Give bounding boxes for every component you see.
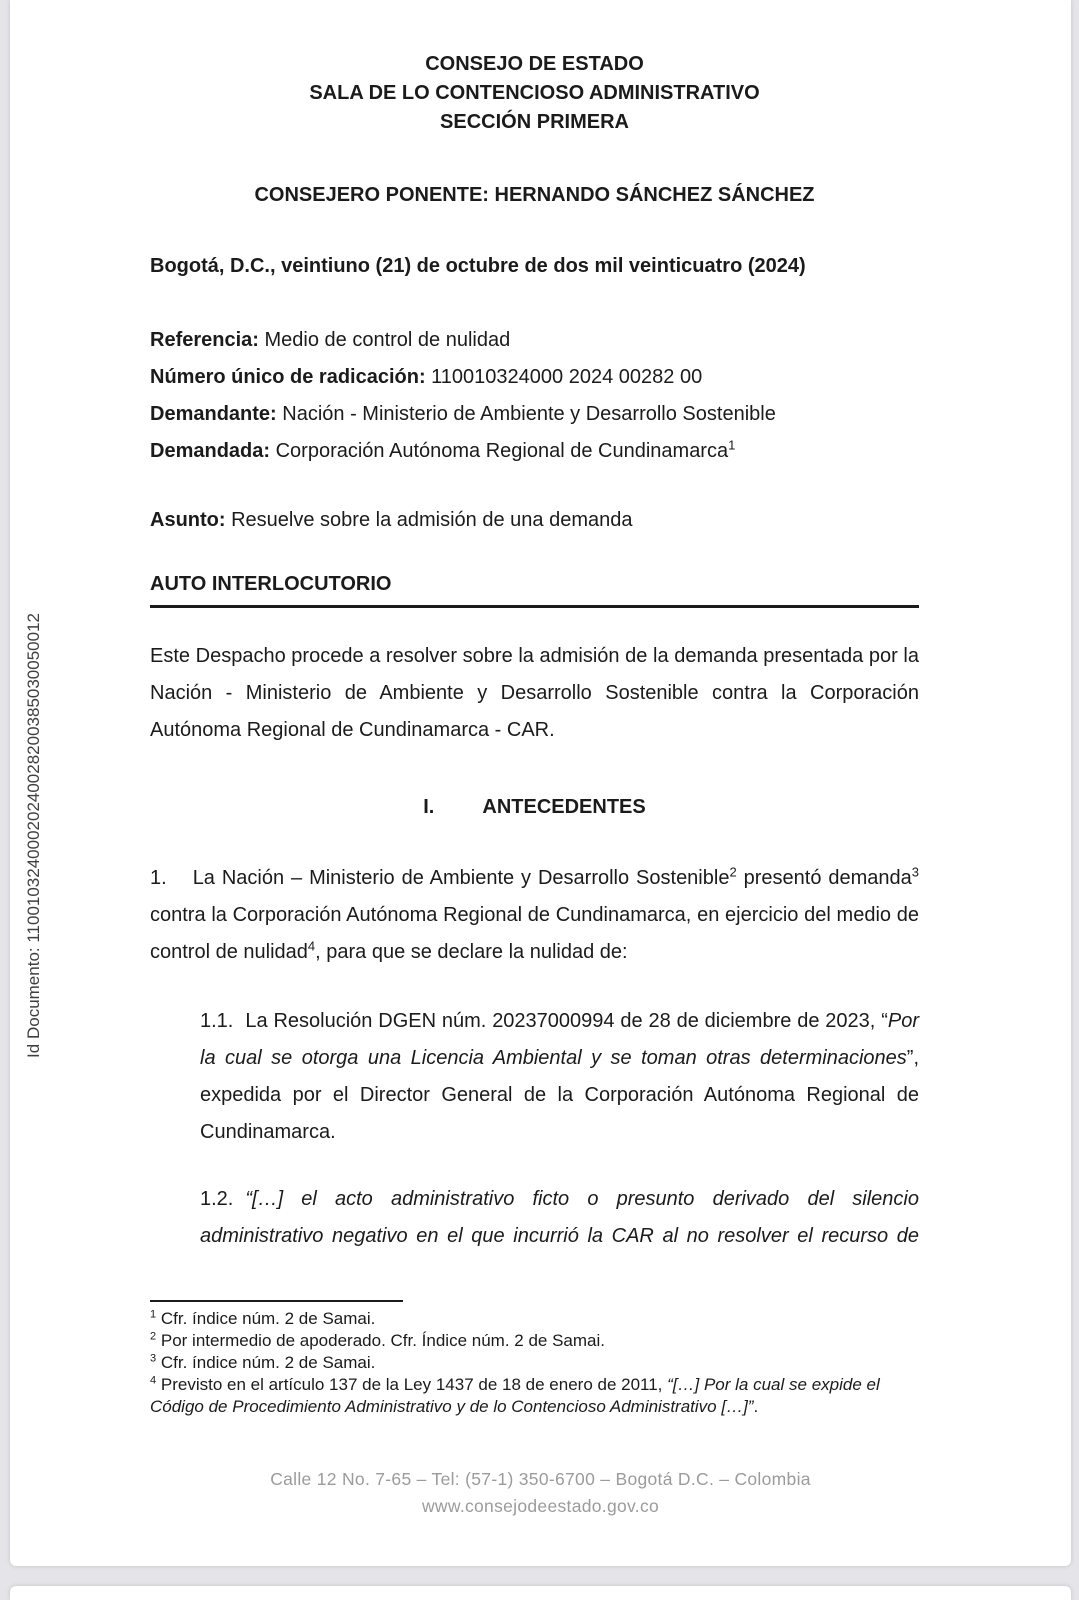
footer-address: Calle 12 No. 7-65 – Tel: (57-1) 350-6700 – Bogotá D.C. – Colombia [270,1469,811,1489]
footnote-2-text: Por intermedio de apoderado. Cfr. Índice núm. 2 de Samai. [160,1331,606,1350]
footnote-4-number: 4 [150,1374,157,1387]
referencia-value: Medio de control de nulidad [264,329,511,351]
demandada-label: Demandada: [150,440,271,462]
chamber-name: SALA DE LO CONTENCIOSO ADMINISTRATIVO [309,82,760,104]
document-page-1 [10,0,1071,1566]
footnotes-block [150,1308,919,1418]
footnote-1 [150,1308,919,1330]
radicacion-line [150,359,919,396]
asunto-value: Resuelve sobre la admisión de una demanda [231,509,633,531]
paragraph-1-1-text: La Resolución DGEN núm. 20237000994 de 28 de diciembre de 2023, “ [245,1010,888,1032]
document-content [10,0,1071,1418]
footnote-4-quoted-title: “[…] Por la cual se expide el Código de Procedimiento Administrativo y de lo Contencioso Administrativo […]” [150,1375,880,1416]
section-name: SECCIÓN PRIMERA [440,111,629,133]
paragraph-1-text: La Nación – Ministerio de Ambiente y Desarrollo Sostenible [192,867,730,889]
intro-paragraph: Este Despacho procede a resolver sobre la admisión de la demanda presentada por la Nación - Ministerio de Ambiente y Desarrollo Sostenible contra la Corporación Autónoma Regional de Cundinamarca - CAR. [150,645,919,741]
section-numeral: I. [423,796,435,818]
paragraph-1-text: contra la Corporación Autónoma Regional de Cundinamarca, en ejercicio del medio de control de nulidad [150,904,919,963]
paragraph-1 [150,860,919,971]
demandada-line [150,433,919,470]
footnote-1-text: Cfr. índice núm. 2 de Samai. [160,1309,376,1328]
paragraph-1-2-quoted-text: “[…] el acto administrativo ficto o presunto derivado del silencio administrativo negativo en el que incurrió la CAR al no resolver el recurso de [200,1188,919,1247]
demandante-value: Nación - Ministerio de Ambiente y Desarrollo Sostenible [282,403,776,425]
footnote-4-tail: . [753,1397,759,1416]
paragraph-1-text: , para que se declare la nulidad de: [315,941,628,963]
paragraph-1-1-quoted-title: Por la cual se otorga una Licencia Ambiental y se toman otras determinaciones [200,1010,919,1069]
title-underline-rule [150,605,919,608]
paragraph-1-1-number: 1.1. [200,1010,234,1032]
consejero-ponente-line: CONSEJERO PONENTE: HERNANDO SÁNCHEZ SÁNCHEZ [254,184,815,206]
referencia-label: Referencia: [150,329,259,351]
paragraph-1-text: presentó demanda [736,867,912,889]
referencia-line [150,322,919,359]
footnote-ref-2: 2 [729,864,737,880]
footnote-1-number: 1 [150,1308,157,1321]
reference-block [150,322,919,470]
document-page-2 [10,1586,1071,1600]
document-id-vertical [24,613,44,1063]
footnote-4 [150,1374,919,1418]
paragraph-1-2 [200,1181,919,1255]
asunto-label: Asunto: [150,509,226,531]
section-title: ANTECEDENTES [482,796,646,818]
footnote-ref-3: 3 [911,864,919,880]
footnote-2 [150,1330,919,1352]
footnote-3-text: Cfr. índice núm. 2 de Samai. [160,1353,376,1372]
asunto-line [150,502,919,539]
paragraph-1-1-text: ”, expedida por el Director General de la Corporación Autónoma Regional de Cundinamarca. [200,1047,919,1143]
footnote-3-number: 3 [150,1352,157,1365]
demandada-value: Corporación Autónoma Regional de Cundinamarca [275,440,729,462]
paragraph-1-2-number: 1.2. [200,1188,234,1210]
radicacion-label: Número único de radicación: [150,366,426,388]
footnote-4-text: Previsto en el artículo 137 de la Ley 1437 de 18 de enero de 2011, [160,1375,668,1394]
radicacion-value: 110010324000 2024 00282 00 [431,366,703,388]
document-id-text: Id Documento: 11001032400020240028200385030050012 [24,613,43,1058]
paragraph-1-1 [200,1003,919,1151]
footer-website: www.consejodeestado.gov.co [421,1496,660,1516]
footnote-ref-1: 1 [728,437,736,453]
section-antecedentes-heading [150,794,919,820]
page-gap [0,1566,1079,1586]
demandante-label: Demandante: [150,403,277,425]
document-header [150,50,919,137]
footnote-separator-rule [150,1300,403,1302]
paragraph-1-number: 1. [150,867,167,889]
footnote-ref-4: 4 [307,938,316,954]
order-type-title: AUTO INTERLOCUTORIO [150,573,392,595]
footnote-2-number: 2 [150,1330,157,1343]
court-name: CONSEJO DE ESTADO [425,53,644,75]
page-footer [10,1466,1071,1520]
date-place-line: Bogotá, D.C., veintiuno (21) de octubre de dos mil veinticuatro (2024) [150,255,806,277]
footnote-3 [150,1352,919,1374]
demandante-line [150,396,919,433]
